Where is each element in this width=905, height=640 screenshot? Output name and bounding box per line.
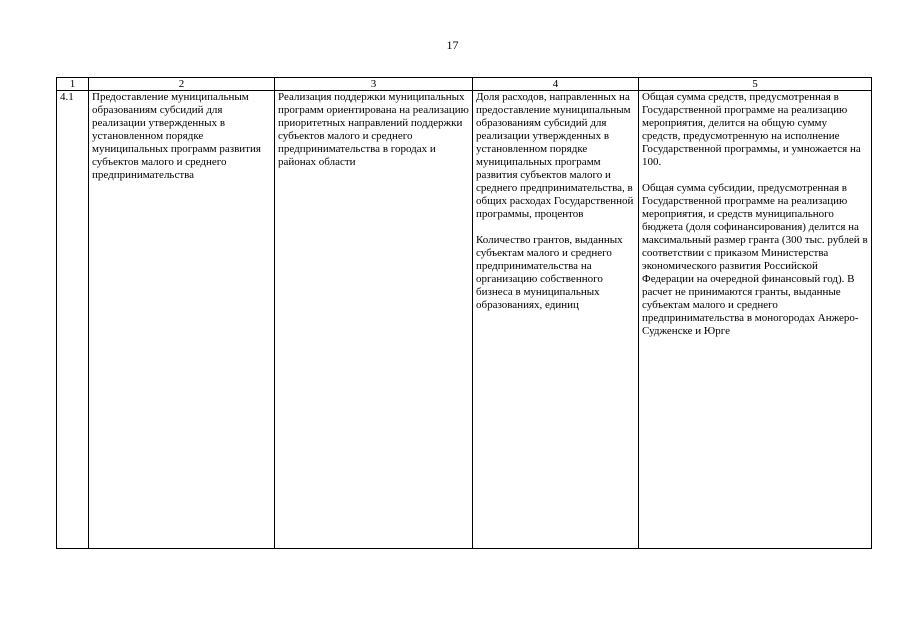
header-col-4: 4	[473, 78, 639, 91]
activity-cell	[89, 91, 275, 549]
header-row	[57, 78, 872, 91]
header-col-3: 3	[275, 78, 473, 91]
method-share-text: Общая сумма средств, предусмотренная в Государственной программе на реализацию мероприятия, делится на общую сумму средств, предусмотренную на исполнение Государственной программы, и умножается на 100.	[642, 91, 861, 168]
indicator-share-text: Доля расходов, направленных на предоставление муниципальным образованиям субсидий для реализации утвержденных в установленном порядке муниципальных программ развития субъектов малого и среднего предпринимательства, в общих расходах Государственной программы, процентов	[476, 91, 634, 220]
method-grants-text: Общая сумма субсидии, предусмотренная в Государственной программе на реализацию мероприятия, и средств муниципального бюджета (доля софинансирования) делится на максимальный размер гранта (300 тыс. рублей в соответствии с приказом Министерства экономического развития Российской Федерации на очередной финансовый год). В расчет не принимаются гранты, выданные субъектам малого и среднего предпринимательства в моногородах Анжеро-Судженске и Юрге	[642, 182, 868, 337]
row-number: 4.1	[60, 91, 74, 103]
indicator-grants-text: Количество грантов, выданных субъектам малого и среднего предпринимательства на организацию собственного бизнеса в муниципальных образованиях, единиц	[476, 234, 623, 311]
table-row	[57, 91, 872, 549]
description-cell	[275, 91, 473, 549]
indicators-table	[56, 77, 872, 549]
page-number: 17	[446, 38, 459, 52]
header-col-2: 2	[89, 78, 275, 91]
activity-text: Предоставление муниципальным образованиям субсидий для реализации утвержденных в установленном порядке муниципальных программ развития субъектов малого и среднего предпринимательства	[92, 91, 261, 181]
row-number-cell	[57, 91, 89, 549]
method-cell	[639, 91, 872, 549]
header-col-1: 1	[57, 78, 89, 91]
header-col-5: 5	[639, 78, 872, 91]
indicator-cell	[473, 91, 639, 549]
description-text: Реализация поддержки муниципальных программ ориентирована на реализацию приоритетных направлений поддержки субъектов малого и среднего предпринимательства в городах и районах области	[278, 91, 469, 168]
